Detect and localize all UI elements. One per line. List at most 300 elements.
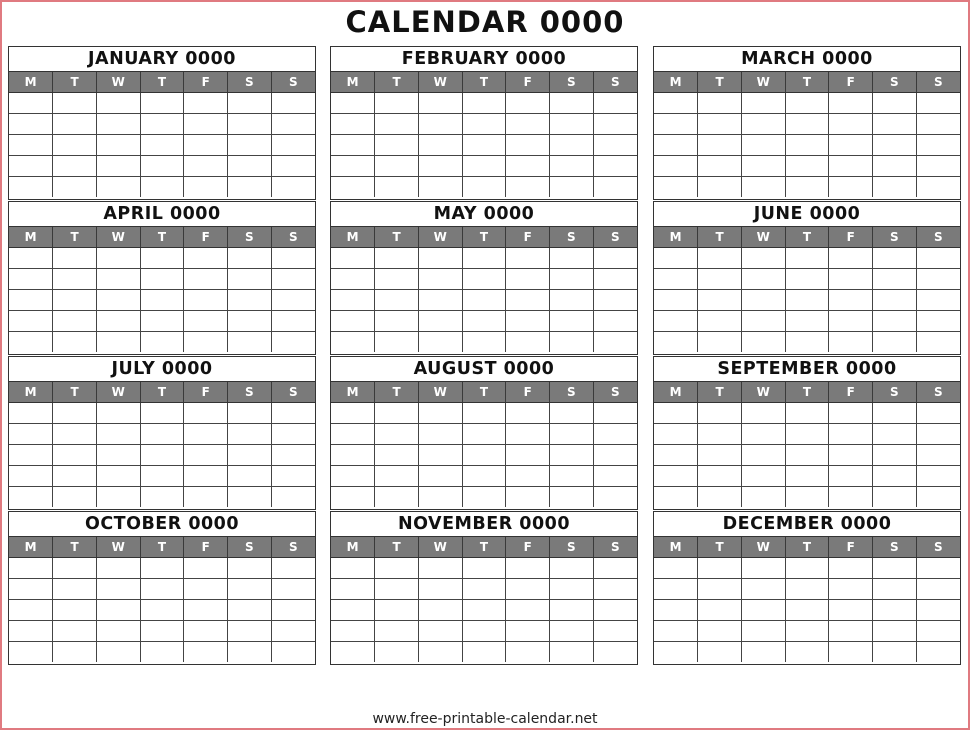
day-cell: [593, 579, 637, 600]
weekday-header-row: [654, 382, 960, 403]
week-row: [331, 621, 637, 642]
day-cell: [916, 269, 960, 290]
day-cell: [654, 403, 698, 424]
day-cell: [916, 424, 960, 445]
day-cell: [462, 177, 506, 198]
month-day-grid: [654, 72, 960, 197]
day-cell: [96, 156, 140, 177]
day-cell: [462, 621, 506, 642]
weekday-wed: W: [96, 537, 140, 558]
week-row: [331, 248, 637, 269]
day-cell: [829, 642, 873, 663]
day-cell: [375, 466, 419, 487]
day-cell: [916, 487, 960, 508]
day-cell: [375, 156, 419, 177]
week-row: [9, 579, 315, 600]
day-cell: [418, 290, 462, 311]
weekday-sun: S: [593, 227, 637, 248]
day-cell: [916, 290, 960, 311]
day-cell: [550, 445, 594, 466]
day-cell: [184, 600, 228, 621]
day-cell: [698, 269, 742, 290]
day-cell: [140, 156, 184, 177]
week-row: [9, 93, 315, 114]
day-cell: [228, 135, 272, 156]
day-cell: [140, 600, 184, 621]
week-row: [331, 487, 637, 508]
day-cell: [462, 93, 506, 114]
week-row: [654, 248, 960, 269]
month-title: MAY 0000: [331, 202, 637, 227]
weekday-mon: M: [331, 227, 375, 248]
day-cell: [550, 93, 594, 114]
day-cell: [9, 642, 53, 663]
week-row: [654, 332, 960, 353]
weekday-mon: M: [331, 72, 375, 93]
day-cell: [506, 248, 550, 269]
day-cell: [96, 424, 140, 445]
day-cell: [9, 311, 53, 332]
month-july: [8, 356, 316, 510]
day-cell: [550, 135, 594, 156]
weekday-sun: S: [593, 382, 637, 403]
month-day-grid: [331, 72, 637, 197]
weekday-fri: F: [184, 537, 228, 558]
weekday-mon: M: [331, 382, 375, 403]
day-cell: [271, 311, 315, 332]
day-cell: [96, 600, 140, 621]
weekday-wed: W: [418, 227, 462, 248]
day-cell: [873, 600, 917, 621]
day-cell: [375, 424, 419, 445]
day-cell: [698, 600, 742, 621]
day-cell: [53, 332, 97, 353]
day-cell: [271, 114, 315, 135]
day-cell: [9, 248, 53, 269]
week-row: [331, 558, 637, 579]
week-row: [9, 445, 315, 466]
day-cell: [53, 156, 97, 177]
day-cell: [96, 311, 140, 332]
week-row: [654, 424, 960, 445]
day-cell: [506, 579, 550, 600]
day-cell: [593, 290, 637, 311]
day-cell: [228, 558, 272, 579]
day-cell: [375, 600, 419, 621]
day-cell: [873, 466, 917, 487]
month-title: JANUARY 0000: [9, 47, 315, 72]
week-row: [9, 642, 315, 663]
day-cell: [785, 558, 829, 579]
day-cell: [654, 177, 698, 198]
day-cell: [375, 290, 419, 311]
day-cell: [654, 135, 698, 156]
day-cell: [96, 114, 140, 135]
day-cell: [829, 332, 873, 353]
day-cell: [785, 290, 829, 311]
day-cell: [506, 403, 550, 424]
weekday-fri: F: [829, 537, 873, 558]
day-cell: [698, 156, 742, 177]
day-cell: [53, 642, 97, 663]
weekday-sat: S: [228, 537, 272, 558]
month-march: [653, 46, 961, 200]
weekday-sun: S: [916, 382, 960, 403]
day-cell: [184, 290, 228, 311]
day-cell: [916, 332, 960, 353]
weekday-sat: S: [550, 382, 594, 403]
day-cell: [698, 332, 742, 353]
day-cell: [53, 487, 97, 508]
week-row: [9, 156, 315, 177]
weekday-sat: S: [550, 227, 594, 248]
day-cell: [829, 135, 873, 156]
day-cell: [785, 424, 829, 445]
weekday-fri: F: [506, 72, 550, 93]
day-cell: [593, 332, 637, 353]
month-title: DECEMBER 0000: [654, 512, 960, 537]
weekday-thu: T: [140, 72, 184, 93]
day-cell: [331, 177, 375, 198]
day-cell: [873, 579, 917, 600]
day-cell: [654, 114, 698, 135]
day-cell: [654, 600, 698, 621]
week-row: [654, 642, 960, 663]
day-cell: [462, 579, 506, 600]
day-cell: [873, 424, 917, 445]
day-cell: [550, 114, 594, 135]
day-cell: [829, 290, 873, 311]
day-cell: [550, 332, 594, 353]
month-october: [8, 511, 316, 665]
week-row: [654, 114, 960, 135]
day-cell: [654, 621, 698, 642]
weekday-tue: T: [375, 227, 419, 248]
month-day-grid: [654, 227, 960, 352]
day-cell: [140, 466, 184, 487]
day-cell: [228, 600, 272, 621]
week-row: [9, 269, 315, 290]
weekday-sun: S: [916, 72, 960, 93]
day-cell: [654, 332, 698, 353]
day-cell: [593, 403, 637, 424]
weekday-fri: F: [506, 382, 550, 403]
day-cell: [593, 177, 637, 198]
week-row: [654, 600, 960, 621]
day-cell: [331, 403, 375, 424]
day-cell: [916, 93, 960, 114]
day-cell: [53, 177, 97, 198]
month-title: MARCH 0000: [654, 47, 960, 72]
weekday-tue: T: [698, 227, 742, 248]
day-cell: [9, 466, 53, 487]
day-cell: [593, 248, 637, 269]
day-cell: [184, 445, 228, 466]
week-row: [9, 332, 315, 353]
day-cell: [916, 642, 960, 663]
month-may: [330, 201, 638, 355]
day-cell: [228, 642, 272, 663]
day-cell: [331, 156, 375, 177]
day-cell: [916, 558, 960, 579]
day-cell: [462, 487, 506, 508]
day-cell: [550, 600, 594, 621]
weekday-sat: S: [873, 72, 917, 93]
day-cell: [593, 445, 637, 466]
day-cell: [916, 466, 960, 487]
weekday-sun: S: [271, 382, 315, 403]
weekday-wed: W: [418, 537, 462, 558]
day-cell: [9, 579, 53, 600]
day-cell: [96, 403, 140, 424]
day-cell: [375, 579, 419, 600]
day-cell: [506, 621, 550, 642]
day-cell: [741, 311, 785, 332]
day-cell: [462, 403, 506, 424]
day-cell: [96, 466, 140, 487]
day-cell: [829, 558, 873, 579]
day-cell: [785, 135, 829, 156]
day-cell: [9, 290, 53, 311]
day-cell: [593, 114, 637, 135]
day-cell: [829, 621, 873, 642]
day-cell: [654, 156, 698, 177]
day-cell: [873, 332, 917, 353]
day-cell: [785, 311, 829, 332]
day-cell: [593, 93, 637, 114]
day-cell: [873, 269, 917, 290]
day-cell: [375, 269, 419, 290]
day-cell: [462, 290, 506, 311]
weekday-sun: S: [593, 72, 637, 93]
day-cell: [785, 579, 829, 600]
day-cell: [462, 642, 506, 663]
day-cell: [829, 156, 873, 177]
day-cell: [9, 558, 53, 579]
day-cell: [184, 558, 228, 579]
weekday-sat: S: [873, 537, 917, 558]
day-cell: [506, 332, 550, 353]
day-cell: [593, 621, 637, 642]
day-cell: [698, 445, 742, 466]
day-cell: [741, 290, 785, 311]
day-cell: [593, 558, 637, 579]
weekday-tue: T: [375, 72, 419, 93]
month-day-grid: [654, 537, 960, 662]
weekday-fri: F: [829, 72, 873, 93]
day-cell: [873, 621, 917, 642]
day-cell: [418, 403, 462, 424]
month-title: FEBRUARY 0000: [331, 47, 637, 72]
day-cell: [550, 424, 594, 445]
week-row: [331, 600, 637, 621]
day-cell: [184, 403, 228, 424]
day-cell: [593, 311, 637, 332]
day-cell: [506, 269, 550, 290]
day-cell: [375, 403, 419, 424]
weekday-fri: F: [184, 227, 228, 248]
month-title: OCTOBER 0000: [9, 512, 315, 537]
day-cell: [873, 642, 917, 663]
day-cell: [184, 93, 228, 114]
day-cell: [550, 311, 594, 332]
day-cell: [462, 424, 506, 445]
day-cell: [829, 93, 873, 114]
day-cell: [698, 114, 742, 135]
month-day-grid: [9, 227, 315, 352]
day-cell: [375, 93, 419, 114]
day-cell: [873, 156, 917, 177]
week-row: [331, 156, 637, 177]
day-cell: [654, 311, 698, 332]
day-cell: [741, 156, 785, 177]
day-cell: [741, 445, 785, 466]
day-cell: [375, 445, 419, 466]
day-cell: [418, 579, 462, 600]
weekday-tue: T: [375, 537, 419, 558]
month-december: [653, 511, 961, 665]
day-cell: [184, 248, 228, 269]
day-cell: [741, 114, 785, 135]
month-day-grid: [9, 537, 315, 662]
day-cell: [550, 558, 594, 579]
weekday-sun: S: [271, 72, 315, 93]
day-cell: [418, 114, 462, 135]
day-cell: [271, 248, 315, 269]
weekday-sat: S: [873, 227, 917, 248]
day-cell: [184, 114, 228, 135]
day-cell: [9, 269, 53, 290]
day-cell: [550, 621, 594, 642]
week-row: [654, 558, 960, 579]
day-cell: [9, 445, 53, 466]
week-row: [331, 93, 637, 114]
weekday-sat: S: [228, 382, 272, 403]
day-cell: [873, 290, 917, 311]
day-cell: [418, 269, 462, 290]
day-cell: [375, 135, 419, 156]
day-cell: [53, 93, 97, 114]
weekday-sun: S: [271, 537, 315, 558]
day-cell: [418, 311, 462, 332]
day-cell: [418, 424, 462, 445]
week-row: [331, 311, 637, 332]
day-cell: [9, 156, 53, 177]
day-cell: [785, 93, 829, 114]
day-cell: [53, 466, 97, 487]
week-row: [654, 156, 960, 177]
day-cell: [916, 600, 960, 621]
page-title: CALENDAR 0000: [345, 5, 625, 39]
week-row: [331, 114, 637, 135]
day-cell: [829, 177, 873, 198]
week-row: [654, 135, 960, 156]
day-cell: [785, 600, 829, 621]
day-cell: [462, 156, 506, 177]
day-cell: [829, 311, 873, 332]
day-cell: [9, 487, 53, 508]
day-cell: [331, 579, 375, 600]
weekday-fri: F: [829, 382, 873, 403]
day-cell: [506, 424, 550, 445]
weekday-sat: S: [550, 72, 594, 93]
week-row: [9, 466, 315, 487]
weekday-tue: T: [698, 537, 742, 558]
week-row: [331, 177, 637, 198]
day-cell: [829, 269, 873, 290]
footer-website: www.free-printable-calendar.net: [372, 711, 598, 727]
weekday-sat: S: [228, 72, 272, 93]
day-cell: [228, 156, 272, 177]
week-row: [654, 290, 960, 311]
day-cell: [53, 290, 97, 311]
day-cell: [506, 177, 550, 198]
day-cell: [593, 269, 637, 290]
day-cell: [375, 177, 419, 198]
day-cell: [698, 424, 742, 445]
month-february: [330, 46, 638, 200]
day-cell: [741, 248, 785, 269]
day-cell: [228, 424, 272, 445]
day-cell: [53, 311, 97, 332]
weekday-tue: T: [53, 382, 97, 403]
day-cell: [140, 135, 184, 156]
day-cell: [698, 466, 742, 487]
day-cell: [184, 156, 228, 177]
day-cell: [53, 424, 97, 445]
day-cell: [228, 332, 272, 353]
day-cell: [462, 114, 506, 135]
day-cell: [462, 135, 506, 156]
weekday-header-row: [331, 227, 637, 248]
weekday-wed: W: [741, 72, 785, 93]
day-cell: [271, 466, 315, 487]
day-cell: [741, 135, 785, 156]
day-cell: [9, 424, 53, 445]
day-cell: [271, 642, 315, 663]
day-cell: [53, 248, 97, 269]
day-cell: [96, 445, 140, 466]
day-cell: [462, 248, 506, 269]
day-cell: [140, 290, 184, 311]
day-cell: [654, 248, 698, 269]
weekday-header-row: [331, 382, 637, 403]
day-cell: [184, 424, 228, 445]
weekday-mon: M: [654, 537, 698, 558]
day-cell: [873, 487, 917, 508]
day-cell: [654, 424, 698, 445]
day-cell: [829, 424, 873, 445]
day-cell: [873, 445, 917, 466]
week-row: [331, 466, 637, 487]
weekday-thu: T: [462, 227, 506, 248]
day-cell: [375, 248, 419, 269]
day-cell: [916, 156, 960, 177]
weekday-mon: M: [9, 537, 53, 558]
day-cell: [550, 642, 594, 663]
day-cell: [228, 621, 272, 642]
day-cell: [228, 114, 272, 135]
day-cell: [593, 466, 637, 487]
day-cell: [228, 290, 272, 311]
day-cell: [184, 487, 228, 508]
day-cell: [873, 93, 917, 114]
day-cell: [741, 93, 785, 114]
day-cell: [462, 600, 506, 621]
day-cell: [550, 579, 594, 600]
weekday-thu: T: [140, 382, 184, 403]
day-cell: [741, 600, 785, 621]
